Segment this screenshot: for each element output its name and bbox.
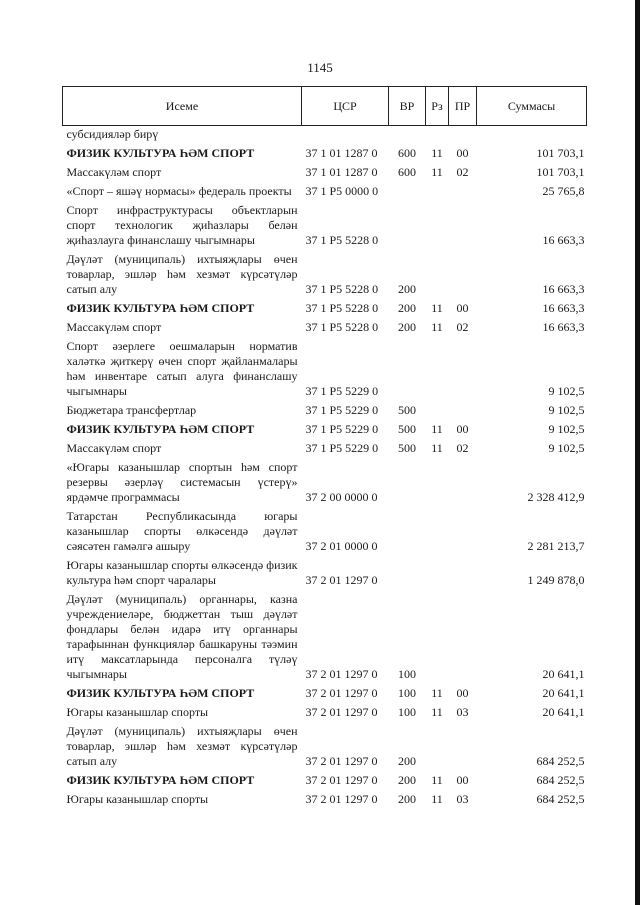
row-sum: 9 102,5 [548,422,585,436]
row-sum: 16 663,3 [542,233,585,247]
row-csr-code: 37 2 01 1297 0 [305,792,378,806]
row-vr-code: 100 [398,686,416,700]
row-vr-code [389,507,426,556]
row-name: Югары казанышлар спорты өлкәсендә физик культура һәм спорт чаралары [66,558,298,587]
row-sum: 9 102,5 [548,403,585,417]
row-rz-code [426,507,449,556]
row-csr-code: 37 1 01 1287 0 [305,165,378,179]
row-pr-code [449,126,477,145]
table-row [63,163,587,182]
table-row [63,420,587,439]
column-header-vr: ВР [389,87,426,126]
row-pr-code [449,507,477,556]
row-sum: 25 765,8 [542,184,585,198]
row-csr-code: 37 1 P5 5228 0 [305,282,379,296]
row-rz-code: 11 [431,165,443,179]
row-vr-code [389,201,426,250]
row-csr-code: 37 2 00 0000 0 [305,490,378,504]
row-sum: 684 252,5 [536,773,585,787]
row-vr-code: 200 [398,320,416,334]
row-vr-code: 500 [398,441,416,455]
row-vr-code: 200 [398,754,416,768]
row-rz-code [426,401,449,420]
row-pr-code: 03 [456,705,469,719]
row-name: Дәүләт (муниципаль) ихтыяҗлары өчен товарлар, эшләр һәм хезмәт күрсәтүләр сатып алу [66,252,298,296]
row-sum: 16 663,3 [542,320,585,334]
row-rz-code: 11 [431,792,443,806]
table-row [63,507,587,556]
row-pr-code [449,401,477,420]
table-body [63,126,587,810]
table-row [63,790,587,809]
row-sum: 20 641,1 [542,705,585,719]
row-name: субсидияләр бирү [66,127,159,141]
row-name: «Спорт – яшәү нормасы» федераль проекты [66,184,292,198]
row-sum: 684 252,5 [536,754,585,768]
row-sum: 20 641,1 [542,686,585,700]
row-csr-code [302,126,389,145]
row-sum: 9 102,5 [548,384,585,398]
row-pr-code: 00 [456,301,469,315]
row-name: Массакүләм спорт [66,320,162,334]
row-rz-code [426,182,449,201]
row-vr-code: 600 [398,165,416,179]
row-pr-code [449,337,477,401]
row-sum: 101 703,1 [536,146,585,160]
row-pr-code: 02 [456,441,469,455]
row-sum: 16 663,3 [542,282,585,296]
row-csr-code: 37 1 P5 5228 0 [305,301,379,315]
row-vr-code [389,182,426,201]
row-name: Дәүләт (муниципаль) органнары, казна учреждениеләре, бюджеттан тыш дәүләт фондлары белән идарә итү органнары тарафыннан функцияләр башкаруны тәэмин итү максатларында персоналга түләү чыгымнары [66,592,298,681]
column-header-csr: ЦСР [302,87,389,126]
row-csr-code: 37 1 01 1287 0 [305,146,378,160]
row-name: ФИЗИК КУЛЬТУРА ҺӘМ СПОРТ [66,686,255,700]
row-name: Бюджетара трансфертлар [66,403,197,417]
row-pr-code: 00 [456,422,469,436]
table-row [63,684,587,703]
row-sum: 101 703,1 [536,165,585,179]
row-pr-code [449,590,477,684]
scan-edge [635,0,640,905]
table-row [63,401,587,420]
table-row [63,703,587,722]
table-row [63,556,587,590]
column-header-sum: Суммасы [477,87,587,126]
table-row [63,318,587,337]
column-header-name: Исеме [63,87,302,126]
row-pr-code [449,201,477,250]
row-rz-code: 11 [431,320,443,334]
table-row [63,126,587,145]
table-row [63,439,587,458]
row-csr-code: 37 2 01 1297 0 [305,705,378,719]
row-pr-code [449,556,477,590]
row-vr-code: 600 [398,146,416,160]
row-vr-code [389,556,426,590]
row-name: Дәүләт (муниципаль) ихтыяҗлары өчен товарлар, эшләр һәм хезмәт күрсәтүләр сатып алу [66,724,298,768]
row-name: «Югары казанышлар спортын һәм спорт резервы әзерләү системасын үстерү» ярдәмче программасы [66,460,298,504]
row-rz-code [426,250,449,299]
row-rz-code [426,126,449,145]
row-vr-code: 200 [398,282,416,296]
row-csr-code: 37 2 01 1297 0 [305,773,378,787]
row-csr-code: 37 2 01 1297 0 [305,754,378,768]
row-vr-code [389,126,426,145]
row-pr-code: 03 [456,792,469,806]
row-pr-code [449,722,477,771]
row-sum: 20 641,1 [542,667,585,681]
row-name: ФИЗИК КУЛЬТУРА ҺӘМ СПОРТ [66,422,255,436]
row-vr-code: 500 [398,403,416,417]
row-name: ФИЗИК КУЛЬТУРА ҺӘМ СПОРТ [66,301,255,315]
row-pr-code [449,458,477,507]
row-pr-code: 02 [456,165,469,179]
row-csr-code: 37 1 P5 5229 0 [305,441,379,455]
row-rz-code: 11 [431,146,443,160]
table-row [63,771,587,790]
page-number: 1145 [307,60,333,75]
row-vr-code: 100 [398,667,416,681]
row-vr-code: 200 [398,792,416,806]
row-csr-code: 37 1 P5 5228 0 [305,320,379,334]
row-pr-code [449,250,477,299]
row-vr-code: 200 [398,301,416,315]
table-row [63,337,587,401]
row-rz-code: 11 [431,705,443,719]
row-name: Спорт инфраструктурасы объектларын спорт технологик җиһазлары белән җиһазлауга финанслашу чыгымнары [66,203,298,247]
row-sum: 2 281 213,7 [527,539,585,553]
row-name: Татарстан Республикасында югары казанышлар спорты өлкәсендә дәүләт сәясәтен гамәлгә ашыру [66,509,298,553]
row-rz-code [426,337,449,401]
row-name: Югары казанышлар спорты [66,705,209,719]
row-vr-code [389,458,426,507]
row-name: ФИЗИК КУЛЬТУРА ҺӘМ СПОРТ [66,146,255,160]
row-vr-code: 100 [398,705,416,719]
table-row [63,590,587,684]
row-csr-code: 37 1 P5 5229 0 [305,422,379,436]
table-header-row [63,87,587,126]
table-row [63,299,587,318]
row-sum [477,126,587,145]
row-csr-code: 37 2 01 0000 0 [305,539,378,553]
row-csr-code: 37 2 01 1297 0 [305,686,378,700]
row-name: ФИЗИК КУЛЬТУРА ҺӘМ СПОРТ [66,773,255,787]
row-name: Массакүләм спорт [66,165,162,179]
row-pr-code [449,182,477,201]
row-rz-code: 11 [431,441,443,455]
row-name: Спорт әзерлеге оешмаларын норматив халәткә җиткерү өчен спорт җайланмалары һәм инвентаре сатып алуга финанслашу чыгымнары [66,339,298,398]
row-rz-code: 11 [431,686,443,700]
budget-table [62,86,587,809]
row-sum: 2 328 412,9 [527,490,585,504]
table-row [63,144,587,163]
column-header-pr: ПР [449,87,477,126]
row-csr-code: 37 1 P5 0000 0 [305,184,379,198]
table-row [63,182,587,201]
row-rz-code: 11 [431,773,443,787]
table-row [63,458,587,507]
table-row [63,201,587,250]
row-sum: 9 102,5 [548,441,585,455]
row-rz-code [426,556,449,590]
row-vr-code: 500 [398,422,416,436]
row-csr-code: 37 1 P5 5229 0 [305,384,379,398]
table-row [63,722,587,771]
row-rz-code [426,458,449,507]
row-name: Массакүләм спорт [66,441,162,455]
row-pr-code: 02 [456,320,469,334]
table-row [63,250,587,299]
row-rz-code [426,201,449,250]
column-header-rz: Рз [426,87,449,126]
row-csr-code: 37 2 01 1297 0 [305,573,378,587]
row-sum: 1 249 878,0 [527,573,585,587]
row-csr-code: 37 1 P5 5228 0 [305,233,379,247]
row-csr-code: 37 1 P5 5229 0 [305,403,379,417]
row-rz-code: 11 [431,422,443,436]
row-vr-code: 200 [398,773,416,787]
row-pr-code: 00 [456,773,469,787]
row-sum: 16 663,3 [542,301,585,315]
row-rz-code [426,590,449,684]
row-rz-code: 11 [431,301,443,315]
row-pr-code: 00 [456,146,469,160]
row-vr-code [389,337,426,401]
row-csr-code: 37 2 01 1297 0 [305,667,378,681]
row-pr-code: 00 [456,686,469,700]
row-name: Югары казанышлар спорты [66,792,209,806]
row-sum: 684 252,5 [536,792,585,806]
row-rz-code [426,722,449,771]
